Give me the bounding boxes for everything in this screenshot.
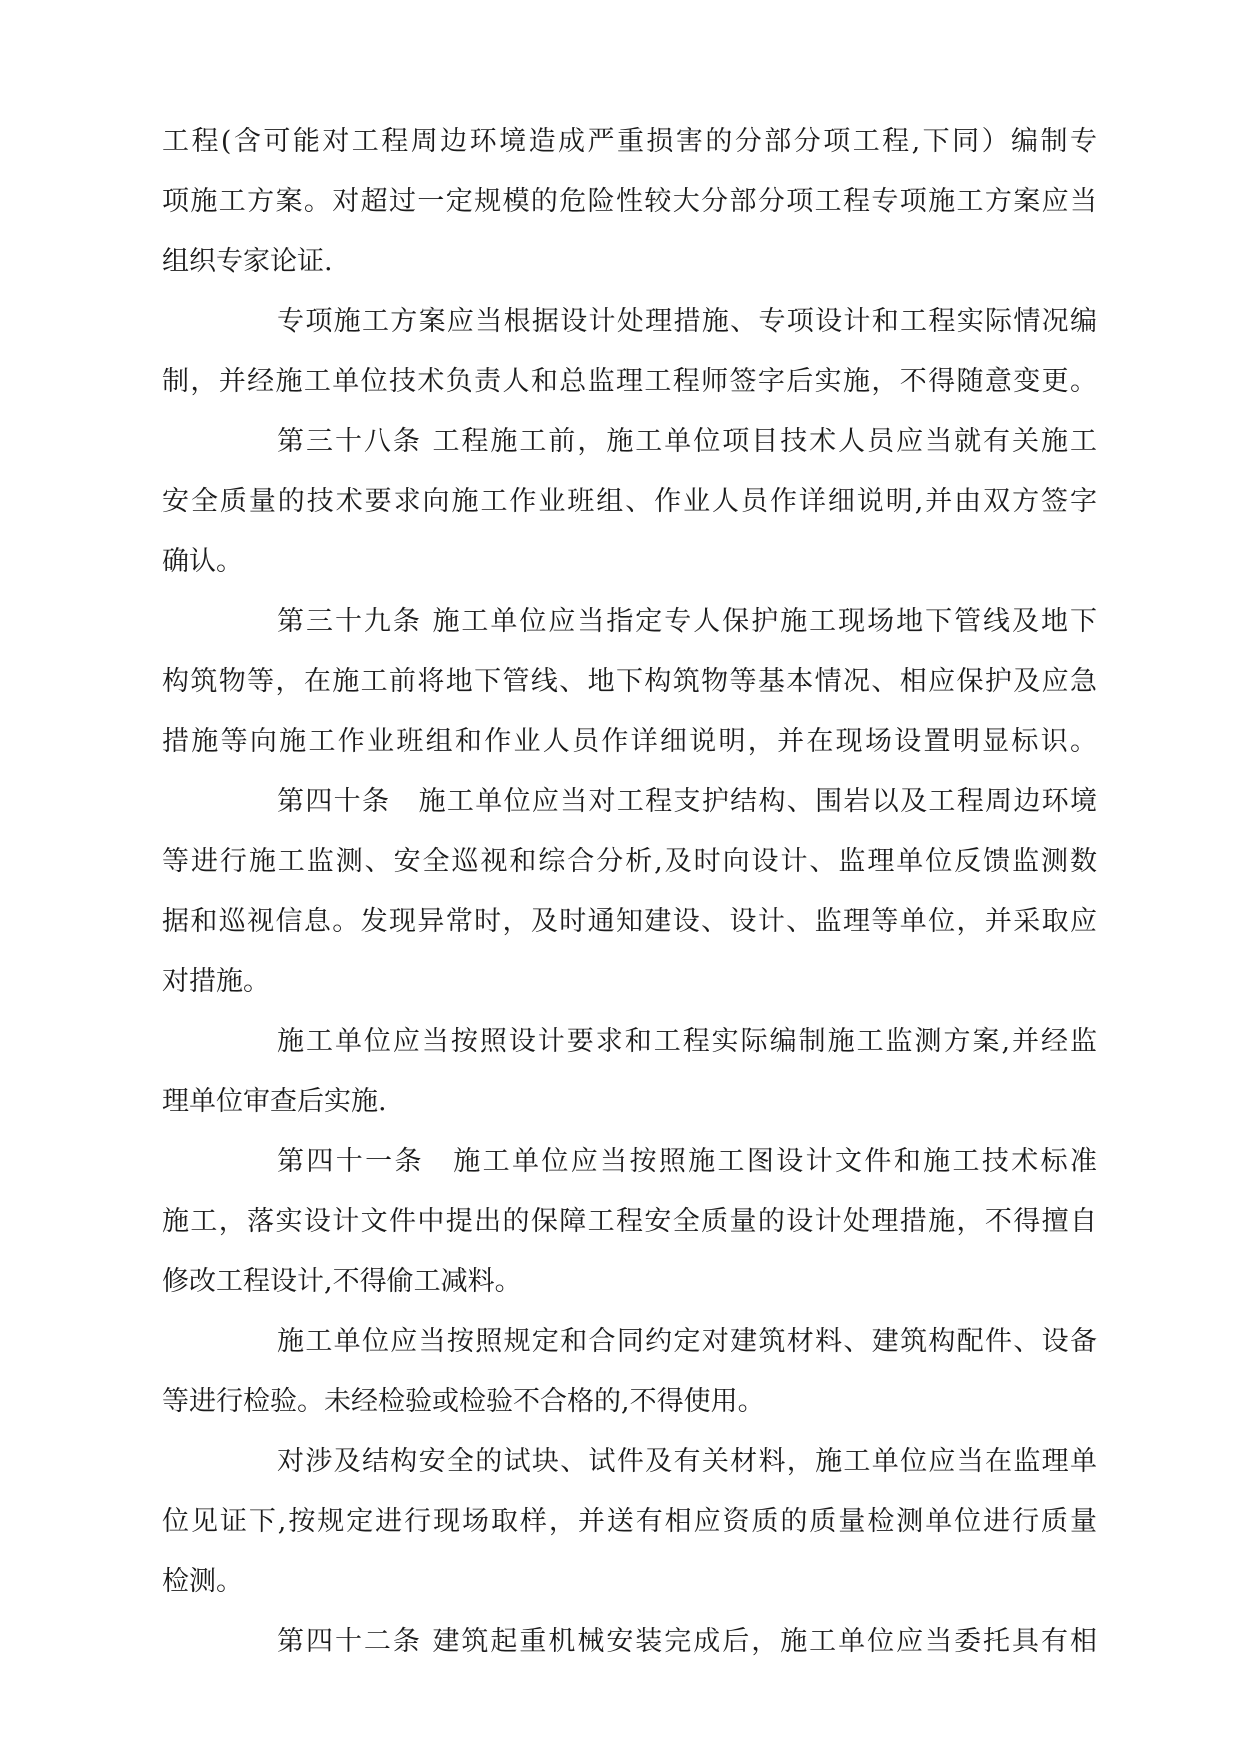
article-42-heading-line: 第四十二条 建筑起重机械安装完成后，施工单位应当委托具有相 bbox=[277, 1626, 1097, 1657]
article-41-heading-line: 第四十一条 施工单位应当按照施工图设计文件和施工技术标准 bbox=[277, 1146, 1097, 1177]
article-40-heading-line: 第四十条 施工单位应当对工程支护结构、围岩以及工程周边环境 bbox=[277, 786, 1097, 817]
text-line: 检测。 bbox=[162, 1566, 243, 1597]
text-line: 制，并经施工单位技术负责人和总监理工程师签字后实施，不得随意变更。 bbox=[162, 366, 1097, 397]
paragraph-first-line: 对涉及结构安全的试块、试件及有关材料，施工单位应当在监理单 bbox=[277, 1446, 1097, 1477]
text-line: 位见证下,按规定进行现场取样，并送有相应资质的质量检测单位进行质量 bbox=[162, 1506, 1097, 1537]
text-line: 施工，落实设计文件中提出的保障工程安全质量的设计处理措施，不得擅自 bbox=[162, 1206, 1097, 1237]
text-line: 安全质量的技术要求向施工作业班组、作业人员作详细说明,并由双方签字 bbox=[162, 486, 1097, 517]
body-text bbox=[162, 112, 1097, 1672]
text-line: 确认。 bbox=[162, 546, 243, 577]
text-line: 对措施。 bbox=[162, 966, 270, 997]
paragraph-first-line: 施工单位应当按照设计要求和工程实际编制施工监测方案,并经监 bbox=[277, 1026, 1097, 1057]
text-line: 等进行检验。未经检验或检验不合格的,不得使用。 bbox=[162, 1386, 765, 1417]
paragraph-first-line: 专项施工方案应当根据设计处理措施、专项设计和工程实际情况编 bbox=[277, 306, 1097, 337]
text-line: 组织专家论证. bbox=[162, 246, 333, 277]
text-line: 据和巡视信息。发现异常时，及时通知建设、设计、监理等单位，并采取应 bbox=[162, 906, 1097, 937]
text-line: 修改工程设计,不得偷工减料。 bbox=[162, 1266, 522, 1297]
text-line: 措施等向施工作业班组和作业人员作详细说明，并在现场设置明显标识。 bbox=[162, 726, 1097, 757]
text-line: 理单位审查后实施. bbox=[162, 1086, 387, 1117]
text-line: 构筑物等，在施工前将地下管线、地下构筑物等基本情况、相应保护及应急 bbox=[162, 666, 1097, 697]
text-line: 工程(含可能对工程周边环境造成严重损害的分部分项工程,下同）编制专 bbox=[162, 126, 1097, 157]
text-line: 项施工方案。对超过一定规模的危险性较大分部分项工程专项施工方案应当 bbox=[162, 186, 1097, 217]
article-39-heading-line: 第三十九条 施工单位应当指定专人保护施工现场地下管线及地下 bbox=[277, 606, 1097, 637]
paragraph-first-line: 施工单位应当按照规定和合同约定对建筑材料、建筑构配件、设备 bbox=[277, 1326, 1097, 1357]
text-line: 等进行施工监测、安全巡视和综合分析,及时向设计、监理单位反馈监测数 bbox=[162, 846, 1097, 877]
article-38-heading-line: 第三十八条 工程施工前，施工单位项目技术人员应当就有关施工 bbox=[277, 426, 1097, 457]
